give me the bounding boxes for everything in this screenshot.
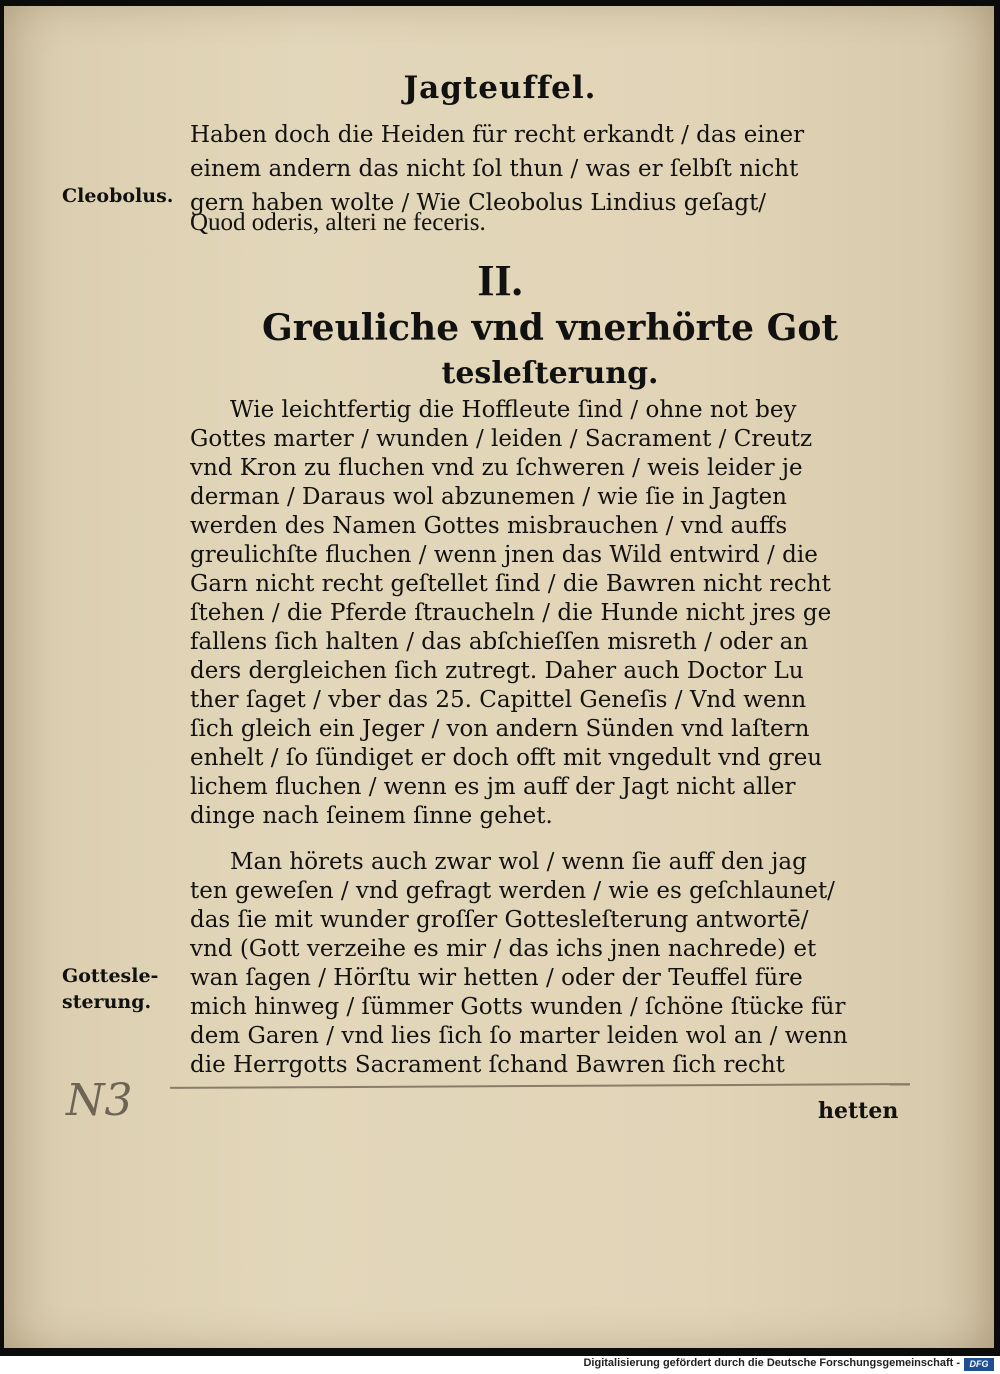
text-line: ders dergleichen ſich zutregt. Daher auch Doctor Lu — [190, 658, 804, 684]
paragraph-2 — [190, 396, 910, 831]
text-line: mich hinweg / ſümmer Gotts wunden / ſchöne ſtücke für — [190, 994, 846, 1020]
text-line: enhelt / ſo ſündiget er doch offt mit vngedult vnd greu — [190, 745, 823, 771]
text-line: derman / Daraus wol abzunemen / wie ſie in Jagten — [190, 484, 787, 510]
text-line: ten geweſen / vnd gefragt werden / wie es geſchlaunet/ — [190, 878, 835, 904]
text-line: vnd Kron zu fluchen vnd zu ſchweren / weis leider je — [190, 455, 803, 481]
latin-quote: Quod oderis, alteri ne feceris. — [190, 209, 486, 236]
chapter-title-line: tesleſterung. — [441, 356, 659, 391]
margin-note-gotteslesterung: Gottesle sterung. — [62, 965, 159, 1013]
pencil-signature-mark: N3 — [66, 1075, 133, 1126]
footer-credit: Digitalisierung gefördert durch die Deutsche Forschungsgemeinschaft - — [583, 1357, 960, 1369]
dfg-logo-icon: DFG — [964, 1358, 994, 1371]
margin-note-cleobolus: Cleobolus. — [62, 185, 174, 207]
text-line: fallens ſich halten / das abſchieſſen misreth / oder an — [190, 629, 809, 655]
text-line: ſich gleich ein Jeger / von andern Sünden vnd laſtern — [190, 716, 810, 742]
text-line: Man hörets auch zwar wol / wenn ſie auff den jag — [230, 849, 807, 875]
text-line: ther ſaget / vber das 25. Capittel Geneſis / Vnd wenn — [190, 687, 807, 713]
text-line: das ſie mit wunder groſſer Gottesleſterung antwortē/ — [190, 907, 809, 933]
text-line: werden des Namen Gottes misbrauchen / vnd auffs — [190, 513, 788, 539]
text-line: einem andern das nicht ſol thun / was er ſelbſt nicht — [190, 156, 799, 182]
text-line: gern haben wolte / Wie Cleobolus Lindius geſagt/ — [190, 190, 767, 216]
text-line: die Herrgotts Sacrament ſchand Bawren ſich recht — [190, 1052, 785, 1078]
chapter-title-line: Greuliche vnd vnerhörte Got — [261, 307, 839, 349]
text-line: wan ſagen / Hörſtu wir hetten / oder der Teuffel füre — [190, 965, 803, 991]
running-head: Jagteuffel. — [403, 70, 597, 106]
text-line: Gottes marter / wunden / leiden / Sacrament / Creutz — [190, 426, 813, 452]
catchword: hetten — [818, 1098, 899, 1124]
text-line: Haben doch die Heiden für recht erkandt / das einer — [190, 122, 805, 148]
chapter-number: II. — [477, 256, 523, 305]
text-line: lichem fluchen / wenn es jm auff der Jagt nicht aller — [190, 774, 796, 800]
paragraph-3 — [190, 848, 910, 1080]
text-line: Garn nicht recht geſtellet ſind / die Bawren nicht recht — [190, 571, 831, 597]
text-line: dinge nach ſeinem ſinne gehet. — [190, 803, 553, 829]
text-line: greulichſte fluchen / wenn jnen das Wild entwird / die — [190, 542, 818, 568]
paragraph-1 — [190, 118, 910, 220]
text-line: vnd (Gott verzeihe es mir / das ichs jnen nachrede) et — [190, 936, 817, 962]
text-line: Wie leichtfertig die Hoffleute ſind / ohne not bey — [230, 397, 797, 423]
text-line: dem Garen / vnd lies ſich ſo marter leiden wol an / wenn — [190, 1023, 848, 1049]
text-line: ſtehen / die Pferde ſtraucheln / die Hunde nicht jres ge — [190, 600, 832, 626]
chapter-title — [180, 305, 920, 397]
